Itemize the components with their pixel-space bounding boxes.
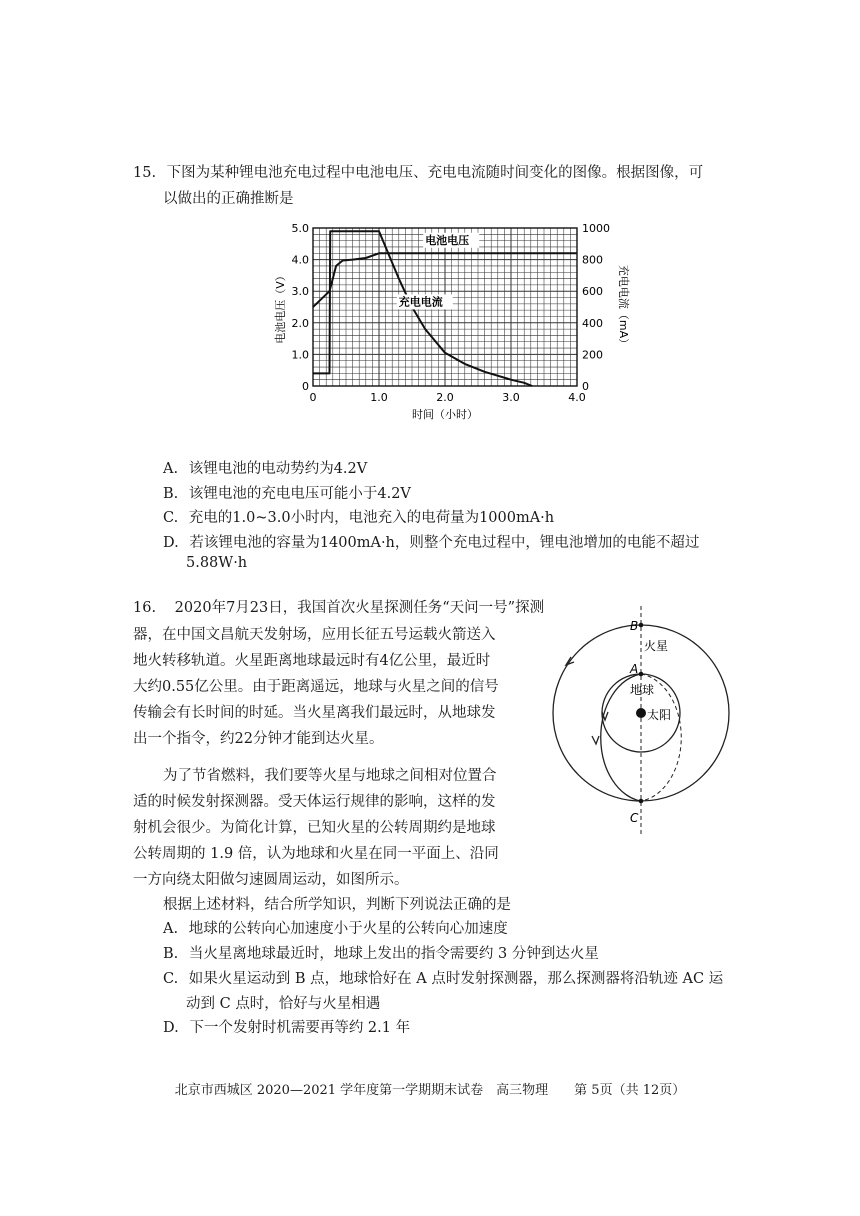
q15-stem bbox=[133, 163, 703, 183]
option-label: A. bbox=[163, 921, 179, 937]
q15-option-d[interactable] bbox=[163, 531, 699, 552]
page-footer: 北京市西城区 2020—2021 学年度第一学期期末试卷 高三物理 第 5页（共 12页） bbox=[174, 1083, 686, 1098]
left-tick-label: 0 bbox=[302, 380, 309, 393]
q15-option-c[interactable] bbox=[163, 506, 554, 527]
x-tick-label: 4.0 bbox=[568, 391, 586, 404]
x-axis-label: 时间（小时） bbox=[412, 408, 478, 421]
q16-line-3: 大约0.55亿公里。由于距离遥远，地球与火星之间的信号 bbox=[133, 679, 499, 695]
q16-text: 2020年7月23日，我国首次火星探测任务“天问一号”探测 bbox=[174, 600, 545, 616]
q16-option-c-cont: 动到 C 点时，恰好与火星相遇 bbox=[186, 996, 381, 1012]
label-a: A bbox=[630, 662, 639, 676]
x-tick-label: 3.0 bbox=[502, 391, 520, 404]
left-tick-label: 4.0 bbox=[291, 253, 309, 267]
label-earth: 地球 bbox=[630, 683, 655, 697]
x-axis-ticks bbox=[310, 391, 586, 404]
q16-line-4: 传输会有长时间的时延。当火星离我们最远时，从地球发 bbox=[133, 705, 496, 721]
option-label: C. bbox=[163, 510, 179, 526]
sun bbox=[636, 708, 646, 718]
x-tick-label: 2.0 bbox=[436, 391, 454, 404]
q16-line-9: 公转周期的 1.9 倍，认为地球和火星在同一平面上、沿同 bbox=[133, 846, 499, 862]
label-b: B bbox=[630, 619, 639, 633]
label-sun: 太阳 bbox=[647, 708, 672, 722]
option-text: 若该锂电池的容量为1400mA·h，则整个充电过程中，锂电池增加的电能不超过 bbox=[189, 535, 700, 551]
option-label: D. bbox=[163, 535, 179, 551]
option-label: B. bbox=[163, 946, 179, 962]
option-text: 该锂电池的电动势约为4.2V bbox=[188, 461, 368, 477]
q16-line-11: 根据上述材料，结合所学知识，判断下列说法正确的是 bbox=[163, 897, 511, 913]
option-label: C. bbox=[163, 971, 179, 987]
option-text: 充电的1.0~3.0小时内，电池充入的电荷量为1000mA·h bbox=[188, 510, 555, 526]
label-mars: 火星 bbox=[644, 639, 669, 653]
point-b bbox=[639, 623, 644, 628]
option-label: A. bbox=[163, 461, 179, 477]
right-tick-label: 800 bbox=[582, 253, 603, 267]
q16-line-7: 适的时候发射探测器。受天体运行规律的影响，这样的发 bbox=[133, 794, 496, 810]
series-label-current: 充电电流 bbox=[398, 295, 443, 309]
left-axis-label: 电池电压（V） bbox=[274, 270, 287, 344]
x-tick-label: 1.0 bbox=[370, 391, 388, 404]
q16-option-b[interactable] bbox=[163, 942, 599, 963]
q15-stem-line2: 以做出的正确推断是 bbox=[163, 191, 294, 207]
q15-number: 15. bbox=[133, 165, 157, 181]
q15-stem-line1: 下图为某种锂电池充电过程中电池电压、充电电流随时间变化的图像。根据图像，可 bbox=[166, 165, 704, 181]
point-c bbox=[639, 799, 644, 804]
x-tick-label: 0 bbox=[309, 391, 317, 404]
q15-option-a[interactable] bbox=[163, 457, 367, 478]
right-axis-ticks bbox=[582, 222, 610, 393]
point-a bbox=[639, 672, 644, 677]
right-tick-label: 600 bbox=[582, 285, 603, 299]
q16-option-c[interactable] bbox=[163, 967, 723, 988]
battery-charging-chart bbox=[270, 218, 630, 428]
right-axis-label: 充电电流（mA） bbox=[617, 264, 630, 350]
option-text: 地球的公转向心加速度小于火星的公转向心加速度 bbox=[188, 921, 508, 937]
orbit-diagram bbox=[550, 600, 740, 840]
q15-option-d-cont: 5.88W·h bbox=[186, 555, 248, 571]
option-text: 下一个发射时机需要再等约 2.1 年 bbox=[189, 1020, 411, 1036]
q16-option-d[interactable] bbox=[163, 1016, 410, 1037]
left-tick-label: 5.0 bbox=[291, 222, 309, 235]
option-text: 该锂电池的充电电压可能小于4.2V bbox=[188, 486, 411, 502]
q16-line-5: 出一个指令，约22分钟才能到达火星。 bbox=[133, 731, 384, 747]
option-label: D. bbox=[163, 1020, 179, 1036]
q16-line-1: 器，在中国文昌航天发射场，应用长征五号运载火箭送入 bbox=[133, 627, 496, 643]
right-tick-label: 0 bbox=[582, 380, 589, 393]
q16-option-a[interactable] bbox=[163, 917, 508, 938]
right-tick-label: 200 bbox=[582, 348, 603, 362]
left-tick-label: 2.0 bbox=[291, 316, 309, 330]
option-label: B. bbox=[163, 486, 179, 502]
q16-line-6: 为了节省燃料，我们要等火星与地球之间相对位置合 bbox=[163, 768, 497, 784]
right-tick-label: 1000 bbox=[582, 222, 610, 235]
q16-line-8: 射机会很少。为简化计算，已知火星的公转周期约是地球 bbox=[133, 820, 496, 836]
transfer-direction-arrow-icon bbox=[592, 736, 599, 744]
q16-number: 16. bbox=[133, 600, 157, 616]
q16-line-10: 一方向绕太阳做匀速圆周运动，如图所示。 bbox=[133, 872, 409, 888]
left-tick-label: 1.0 bbox=[291, 348, 309, 362]
label-c: C bbox=[630, 811, 639, 825]
right-tick-label: 400 bbox=[582, 316, 603, 330]
q16-line-2: 地火转移轨道。火星距离地球最远时有4亿公里，最近时 bbox=[133, 653, 491, 669]
left-tick-label: 3.0 bbox=[291, 285, 309, 299]
q15-option-b[interactable] bbox=[163, 482, 411, 503]
q16-line-0 bbox=[133, 598, 544, 618]
series-label-voltage: 电池电压 bbox=[425, 233, 470, 247]
left-axis-ticks bbox=[292, 222, 310, 393]
option-text: 当火星离地球最近时，地球上发出的指令需要约 3 分钟到达火星 bbox=[188, 946, 599, 962]
option-text: 如果火星运动到 B 点，地球恰好在 A 点时发射探测器，那么探测器将沿轨迹 AC 运 bbox=[188, 971, 724, 987]
